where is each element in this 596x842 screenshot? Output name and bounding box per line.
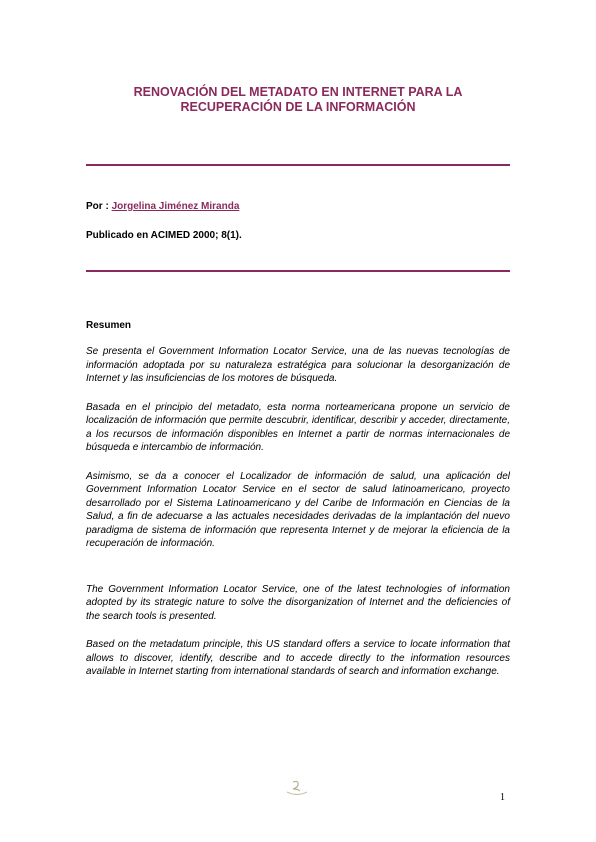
abstract-paragraph: Asimismo, se da a conocer el Localizador de información de salud, una aplicación del Government Information Locator Service en el sector de salud latinoamericano, proyecto desarrollado por el Sistema Latinoamericano y del Caribe de Información en Ciencias de la Salud, a fin de adecuarse a las actuales necesidades derivadas de la implantación del nuevo paradigma de sistema de información que representa Internet y de mejorar la eficiencia de la recuperación de información.	[86, 470, 510, 549]
byline	[86, 201, 239, 212]
abstract-paragraph-english: The Government Information Locator Service, one of the latest technologies of information adopted by its strategic nature to solve the disorganization of Internet and the deficiencies of the search tools is presented.	[86, 583, 510, 622]
page-number: 1	[500, 792, 505, 803]
author-link[interactable]: Jorgelina Jiménez Miranda	[111, 201, 240, 212]
abstract-body	[86, 345, 510, 694]
title-line-1: RENOVACIÓN DEL METADATO EN INTERNET PARA LA	[133, 85, 463, 99]
byline-prefix: Por :	[86, 201, 112, 212]
abstract-heading: Resumen	[86, 320, 132, 331]
abstract-paragraph: Se presenta el Government Information Locator Service, una de las nuevas tecnologías de información adoptada por su naturaleza estratégica para solucionar la desorganización de Internet y las insuficiencias de los motores de búsqueda.	[86, 346, 510, 384]
publication-info: Publicado en ACIMED 2000; 8(1).	[86, 230, 242, 241]
article-title	[60, 85, 536, 115]
abstract-paragraph: Basada en el principio del metadato, esta norma norteamericana propone un servicio de localización de información que permite descubrir, identificar, describir y acceder, directamente, a los recursos de información disponibles en Internet a partir de normas internacionales de búsqueda e intercambio de información.	[86, 401, 510, 453]
abstract-paragraph-english: Based on the metadatum principle, this US standard offers a service to locate information that allows to discover, identify, describe and to accede directly to the information resources available in Internet starting from international standards of search and information exchange.	[86, 639, 510, 677]
journal-logo-icon	[284, 778, 310, 798]
title-line-2: RECUPERACIÓN DE LA INFORMACIÓN	[180, 100, 416, 114]
top-divider	[86, 164, 510, 166]
middle-divider	[86, 270, 510, 272]
